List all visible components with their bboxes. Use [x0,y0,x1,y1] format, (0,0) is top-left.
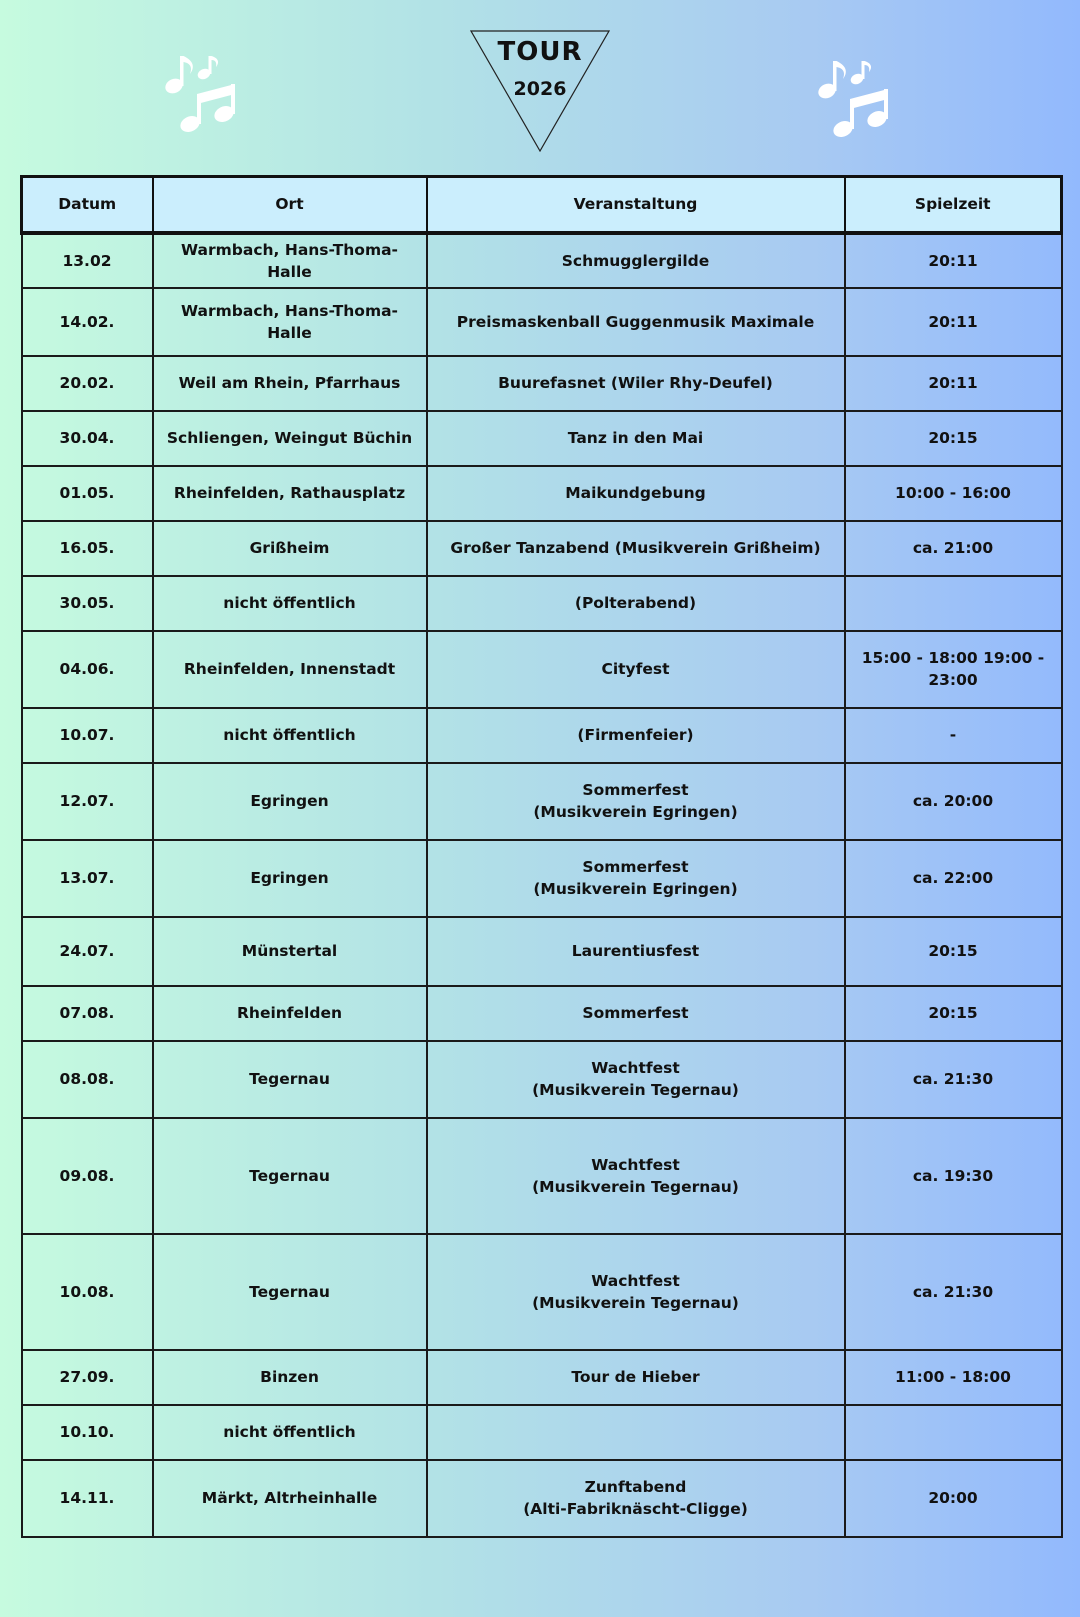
cell-time [845,1405,1062,1460]
table-row [22,466,1062,521]
cell-place: nicht öffentlich [153,1405,427,1460]
table-row [22,576,1062,631]
cell-date: 16.05. [22,521,153,576]
cell-event [427,1405,845,1460]
cell-event: (Polterabend) [427,576,845,631]
cell-place: Egringen [153,763,427,840]
cell-time: 20:11 [845,356,1062,411]
cell-date: 14.02. [22,288,153,356]
cell-date: 01.05. [22,466,153,521]
cell-place: Tegernau [153,1118,427,1234]
cell-event: Schmugglergilde [427,233,845,288]
music-notes-icon [813,55,895,147]
table-row [22,1350,1062,1405]
cell-event: Sommerfest [427,986,845,1041]
table-row [22,1041,1062,1118]
table-row [22,763,1062,840]
cell-time: - [845,708,1062,763]
cell-time: 20:11 [845,288,1062,356]
table-row [22,1118,1062,1234]
cell-place: Weil am Rhein, Pfarrhaus [153,356,427,411]
cell-time: 20:11 [845,233,1062,288]
cell-event: Cityfest [427,631,845,708]
cell-date: 20.02. [22,356,153,411]
table-row [22,1460,1062,1537]
cell-place: Schliengen, Weingut Büchin [153,411,427,466]
cell-date: 07.08. [22,986,153,1041]
cell-place: Tegernau [153,1041,427,1118]
cell-place: Münstertal [153,917,427,986]
table-row [22,411,1062,466]
cell-event: Großer Tanzabend (Musikverein Grißheim) [427,521,845,576]
cell-place: Binzen [153,1350,427,1405]
cell-date: 10.10. [22,1405,153,1460]
cell-time: ca. 20:00 [845,763,1062,840]
cell-place: Grißheim [153,521,427,576]
table-row [22,288,1062,356]
cell-event: (Firmenfeier) [427,708,845,763]
cell-place: Warmbach, Hans-Thoma-Halle [153,233,427,288]
cell-place: Rheinfelden, Rathausplatz [153,466,427,521]
cell-time: ca. 21:00 [845,521,1062,576]
table-row [22,356,1062,411]
table-row [22,840,1062,917]
cell-date: 08.08. [22,1041,153,1118]
poster-header [0,0,1080,170]
cell-time: 10:00 - 16:00 [845,466,1062,521]
tour-year: 2026 [513,78,567,100]
cell-event: Wachtfest (Musikverein Tegernau) [427,1118,845,1234]
table-row [22,521,1062,576]
cell-event: Zunftabend (Alti-Fabriknäscht-Cligge) [427,1460,845,1537]
cell-date: 27.09. [22,1350,153,1405]
cell-time: ca. 21:30 [845,1041,1062,1118]
cell-event: Tanz in den Mai [427,411,845,466]
cell-event: Wachtfest (Musikverein Tegernau) [427,1234,845,1350]
cell-date: 10.07. [22,708,153,763]
cell-time: ca. 22:00 [845,840,1062,917]
cell-place: Tegernau [153,1234,427,1350]
table-row [22,233,1062,288]
cell-event: Laurentiusfest [427,917,845,986]
cell-time [845,576,1062,631]
cell-place: Märkt, Altrheinhalle [153,1460,427,1537]
cell-place: nicht öffentlich [153,576,427,631]
column-header-time: Spielzeit [845,177,1062,233]
cell-date: 14.11. [22,1460,153,1537]
cell-date: 12.07. [22,763,153,840]
cell-time: ca. 19:30 [845,1118,1062,1234]
cell-event: Maikundgebung [427,466,845,521]
music-notes-icon [160,50,242,142]
table-row [22,708,1062,763]
cell-event: Sommerfest (Musikverein Egringen) [427,763,845,840]
table-row [22,917,1062,986]
cell-place: Egringen [153,840,427,917]
cell-date: 04.06. [22,631,153,708]
column-header-event: Veranstaltung [427,177,845,233]
cell-date: 30.04. [22,411,153,466]
table-header-row [22,177,1062,233]
cell-date: 30.05. [22,576,153,631]
cell-event: Preismaskenball Guggenmusik Maximale [427,288,845,356]
cell-event: Tour de Hieber [427,1350,845,1405]
column-header-place: Ort [153,177,427,233]
table-row [22,631,1062,708]
tour-dates-table [20,175,1063,1538]
table-row [22,986,1062,1041]
cell-date: 10.08. [22,1234,153,1350]
cell-time: 20:15 [845,411,1062,466]
cell-time: 20:00 [845,1460,1062,1537]
cell-event: Sommerfest (Musikverein Egringen) [427,840,845,917]
cell-place: nicht öffentlich [153,708,427,763]
cell-place: Rheinfelden, Innenstadt [153,631,427,708]
cell-date: 09.08. [22,1118,153,1234]
table-row [22,1405,1062,1460]
table-body [22,233,1062,1537]
cell-time: 11:00 - 18:00 [845,1350,1062,1405]
cell-place: Warmbach, Hans-Thoma-Halle [153,288,427,356]
cell-place: Rheinfelden [153,986,427,1041]
table-row [22,1234,1062,1350]
column-header-date: Datum [22,177,153,233]
cell-time: 15:00 - 18:00 19:00 - 23:00 [845,631,1062,708]
cell-time: ca. 21:30 [845,1234,1062,1350]
cell-date: 13.07. [22,840,153,917]
cell-time: 20:15 [845,986,1062,1041]
cell-time: 20:15 [845,917,1062,986]
tour-title: TOUR [497,37,583,67]
cell-event: Buurefasnet (Wiler Rhy-Deufel) [427,356,845,411]
cell-date: 13.02 [22,233,153,288]
cell-date: 24.07. [22,917,153,986]
cell-event: Wachtfest (Musikverein Tegernau) [427,1041,845,1118]
